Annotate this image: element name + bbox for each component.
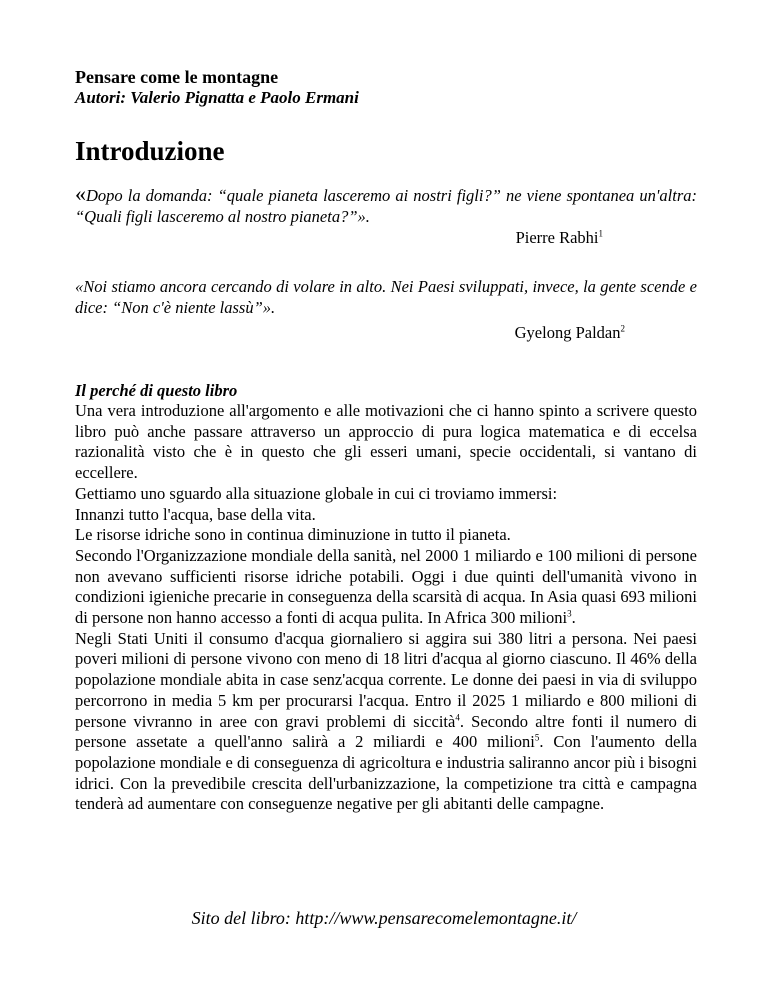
- introduction-heading: Introduzione: [75, 136, 225, 166]
- footnote-marker: 3: [567, 608, 572, 619]
- body-paragraph: Una vera introduzione all'argomento e alle motivazioni che ci hanno spinto a scrivere questo libro può anche passare attraverso un approccio di pura logica matematica e di eccelsa razionalità visto che è in questo che gli esseri umani, specie occidentali, si vantano di eccellere.: [75, 401, 697, 483]
- epigraph-quote-text: Dopo la domanda: “quale pianeta lasceremo ai nostri figli?” ne viene spontanea un'altra: “Quali figli lasceremo al nostro pianeta?”».: [75, 186, 697, 226]
- section-heading: Il perché di questo libro: [75, 381, 238, 400]
- book-site-link[interactable]: Sito del libro: http://www.pensarecomelemontagne.it/: [191, 908, 577, 928]
- footnote-marker: 2: [620, 323, 625, 334]
- body-paragraph: [75, 629, 697, 815]
- epigraph-author: Pierre Rabhi: [515, 228, 599, 247]
- body-paragraph: Innanzi tutto l'acqua, base della vita.: [75, 504, 316, 524]
- epigraph-quote: [75, 183, 697, 227]
- book-title: Pensare come le montagne: [75, 67, 279, 87]
- paragraph-text: . Con l'aumento della popolazione mondiale e di conseguenza di agricoltura e industria saliranno ancor più i bisogni idrici. Con la prevedibile crescita dell'urbanizzazione, la competizione tra città e campagna tenderà ad aumentare con conseguenze negative per gli abitanti delle campagne.: [75, 732, 697, 814]
- paragraph-text: Secondo l'Organizzazione mondiale della sanità, nel 2000 1 miliardo e 100 milioni di persone non avevano sufficienti risorse idriche potabili. Oggi i due quinti dell'umanità vivono in condizioni igieniche precarie in conseguenza della scarsità di acqua. In Asia quasi 693 milioni di persone non hanno accesso a fonti di acqua pulita. In Africa 300 milioni: [75, 545, 697, 628]
- footnote-marker: 1: [598, 228, 603, 239]
- paragraph-text: Negli Stati Uniti il consumo d'acqua giornaliero si aggira sui 380 litri a persona. Nei paesi poveri milioni di persone vivono con meno di 18 litri d'acqua al giorno ciascuno. Il 46% della popolazione mondiale abita in case senz'acqua corrente. Le donne dei paesi in via di sviluppo percorrono in media 5 km per procurarsi l'acqua. Entro il 2025 1 miliardo e 800 milioni di persone vivranno in aree con gravi problemi di siccità: [75, 628, 697, 731]
- body-paragraph: [75, 546, 697, 629]
- epigraph-quote: «Noi stiamo ancora cercando di volare in alto. Nei Paesi sviluppati, invece, la gente scende e dice: “Non c'è niente lassù”».: [75, 277, 697, 317]
- body-paragraph: Le risorse idriche sono in continua diminuzione in tutto il pianeta.: [75, 525, 511, 545]
- footnote-marker: 4: [455, 712, 460, 723]
- epigraph-rabhi: [75, 183, 697, 248]
- document-page: [75, 66, 697, 815]
- body-paragraph: Gettiamo uno sguardo alla situazione globale in cui ci troviamo immersi:: [75, 483, 558, 503]
- paragraph-text: . Secondo altre fonti il numero di persone assetate a quell'anno salirà a 2 miliardi e 400 milioni: [75, 711, 697, 752]
- epigraph-author: Gyelong Paldan: [514, 323, 621, 342]
- book-authors: Autori: Valerio Pignatta e Paolo Ermani: [75, 88, 359, 107]
- section-body: [75, 401, 697, 815]
- epigraph-attribution: [75, 322, 697, 343]
- epigraph-attribution: [75, 227, 697, 248]
- epigraph-open-mark: «: [75, 181, 86, 206]
- footnote-marker: 5: [534, 732, 540, 743]
- paragraph-text: .: [571, 608, 576, 628]
- epigraph-paldan: [75, 276, 697, 343]
